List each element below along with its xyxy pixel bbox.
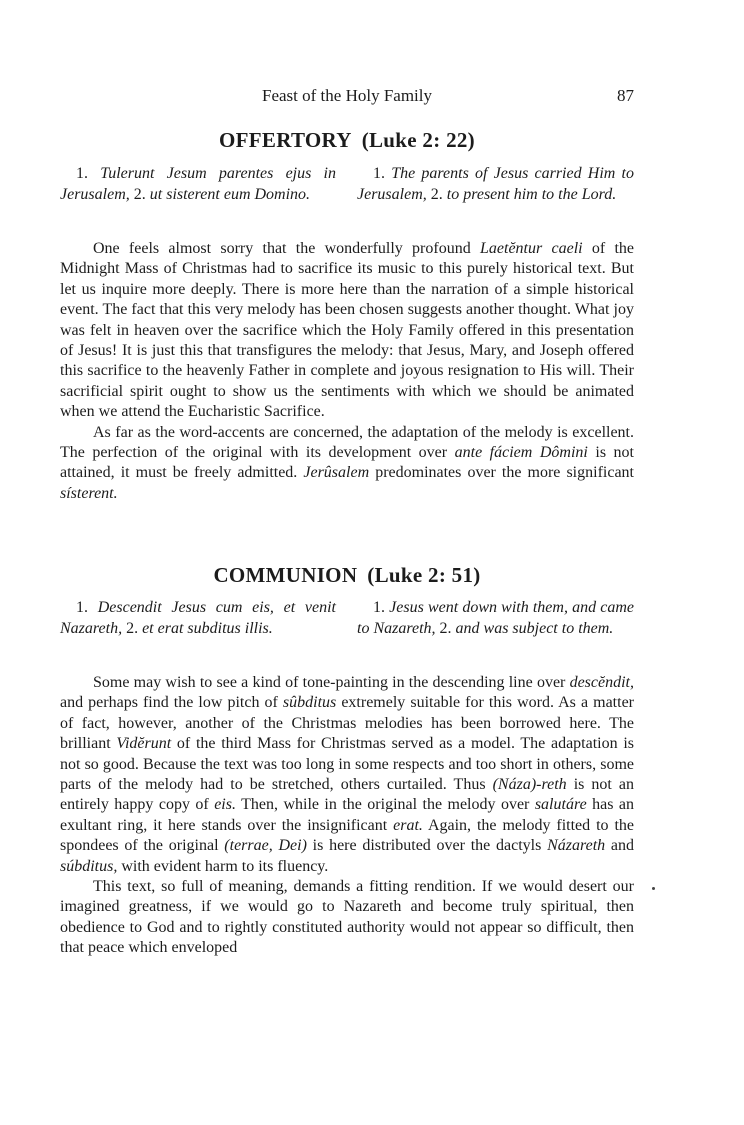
paragraph: [60, 423, 634, 505]
communion-english-verse-2: and was subject to them.: [455, 619, 614, 637]
italic-term: Laetĕntur caeli: [480, 240, 583, 257]
text-run: with evident harm to its fluency.: [117, 857, 329, 875]
communion-english-verse-1: Jesus went down with them, and came to Nazareth,: [357, 599, 635, 637]
text-run: has an exultant ring, it here stands over the insignificant: [60, 796, 635, 834]
text-run: extremely suitable for this word. As a matter of fact, however, another of the Christmas melodies has been borrowed here. The brilliant: [60, 694, 634, 753]
offertory-latin-verse-2: ut sisterent eum Domino.: [149, 185, 311, 203]
text-run: and: [605, 837, 635, 855]
text-run: of the third Mass for Christmas served as a model. The adaptation is not so good. Because the text was too long in some respects and too short in others, some parts of the melody had to be stretched, others curtailed. Thus: [60, 735, 635, 794]
offertory-english-verse-2: to present him to the Lord.: [446, 185, 617, 203]
communion-heading: [60, 563, 634, 588]
italic-term: Jerûsalem: [303, 464, 370, 482]
page-number: 87: [617, 86, 634, 105]
communion-reference: (Luke 2: 51): [367, 563, 481, 587]
offertory-english-verse-1: The parents of Jesus carried Him to Jerusalem,: [357, 165, 635, 203]
paragraph: [60, 877, 634, 959]
italic-term: (terrae, Dei): [224, 837, 307, 855]
communion-commentary: [60, 673, 634, 959]
offertory-latin-verse-1: Tulerunt Jesum parentes ejus in Jerusalem,: [60, 165, 337, 203]
communion-latin-verse-2: et erat subditus illis.: [142, 619, 273, 637]
italic-term: súbditus,: [60, 857, 118, 875]
text-run: Then, while in the original the melody over: [235, 796, 535, 814]
text-run: and perhaps find the low pitch of: [60, 694, 283, 712]
italic-term: (Náza)-reth: [492, 776, 567, 794]
offertory-reference: (Luke 2: 22): [361, 128, 475, 152]
offertory-parallel-text: [60, 164, 634, 226]
italic-term: ante fáciem Dômini: [454, 444, 588, 462]
offertory-latin-column: 1. Tulerunt Jesum parentes ejus in Jerusalem, 2. ut sisterent eum Domino.: [60, 165, 337, 203]
communion-title: COMMUNION: [213, 563, 358, 587]
text-run: Again, the melody fitted to the spondees of the original: [60, 816, 634, 855]
text-run: of the Midnight Mass of Christmas had to sacrifice its music to this purely historical text. But let us inquire more deeply. There is more here than the narration of a simple historical event. The fact that this very melody has been chosen suggests another thought. What joy was felt in heaven over the sacrifice which the Holy Family offered in this presentation of Jesus! It is just this that transfigures the melody: that Jesus, Mary, and Joseph offered this sacrifice to the heavenly Father in complete and joyous resignation to His will. Their sacrificial spirit ought to show us the sentiments with which we should be animated when we attend the Eucharistic Sacrifice.: [60, 240, 635, 421]
text-run: is here distributed over the dactyls: [306, 837, 548, 855]
paragraph: [60, 673, 634, 877]
communion-latin-verse-1: Descendit Jesus cum eis, et venit Nazareth,: [60, 599, 337, 637]
italic-term: eis.: [214, 796, 236, 814]
paragraph: [60, 239, 634, 423]
communion-parallel-text: [60, 598, 634, 660]
running-title: Feast of the Holy Family: [262, 86, 432, 105]
text-run: predominates over the more significant: [369, 464, 634, 482]
offertory-english-column: 1. The parents of Jesus carried Him to Jerusalem, 2. to present him to the Lord.: [357, 165, 635, 203]
running-header: [60, 86, 634, 108]
offertory-commentary: [60, 239, 634, 504]
italic-term: Názareth: [547, 837, 606, 855]
offertory-title: OFFERTORY: [219, 128, 352, 152]
print-speck: [652, 887, 655, 890]
italic-term: descĕndit,: [569, 674, 634, 691]
italic-term: Vidĕrunt: [116, 735, 172, 753]
italic-term: erat.: [393, 816, 423, 834]
communion-latin-column: 1. Descendit Jesus cum eis, et venit Nazareth, 2. et erat subditus illis.: [60, 599, 337, 637]
italic-term: sûbditus: [282, 694, 337, 712]
text-run: is not an entirely happy copy of: [60, 776, 634, 814]
text-run: is not attained, it must be freely admitted.: [60, 444, 635, 482]
italic-term: salutáre: [534, 796, 587, 814]
text-run: Some may wish to see a kind of tone-painting in the descending line over: [93, 674, 570, 691]
offertory-heading: [60, 128, 634, 153]
text-run: One feels almost sorry that the wonderfully profound: [93, 240, 480, 257]
text-run: As far as the word-accents are concerned, the adaptation of the melody is excellent. The perfection of the original with its development over: [60, 423, 634, 462]
text-run: This text, so full of meaning, demands a fitting rendition. If we would desert our imagined greatness, if we would go to Nazareth and become truly spiritual, then obedience to God and to rightly constituted authority would not appear so difficult, then that peace which enveloped: [60, 878, 634, 957]
communion-english-column: 1. Jesus went down with them, and came to Nazareth, 2. and was subject to them.: [357, 599, 635, 637]
italic-term: sísterent.: [60, 484, 118, 502]
